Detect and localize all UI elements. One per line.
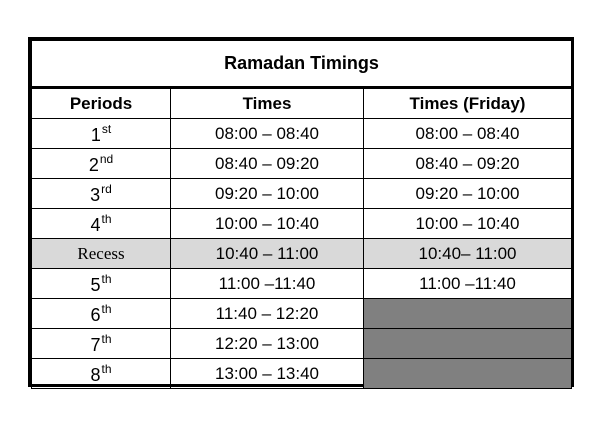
table-row — [32, 299, 572, 329]
blocked-friday-cell — [364, 299, 572, 329]
period-number: 5 — [90, 274, 101, 295]
period-cell — [32, 269, 171, 299]
recess-label-text: Recess — [77, 243, 125, 263]
ramadan-timings-table — [28, 37, 574, 387]
period-number: 1 — [90, 124, 101, 145]
table-row — [32, 269, 572, 299]
period-suffix: th — [101, 361, 112, 376]
period-number: 4 — [90, 214, 101, 235]
recess-row — [32, 239, 572, 269]
times-cell: 11:00 –11:40 — [171, 269, 364, 299]
times-cell: 13:00 – 13:40 — [171, 359, 364, 389]
header-row — [32, 88, 572, 119]
period-suffix: rd — [101, 181, 112, 196]
period-number: 7 — [90, 334, 101, 355]
table-row — [32, 179, 572, 209]
period-suffix: st — [101, 121, 112, 136]
times-cell: 10:40 – 11:00 — [171, 239, 364, 269]
period-suffix: th — [101, 271, 112, 286]
times-cell: 09:20 – 10:00 — [171, 179, 364, 209]
period-suffix: th — [101, 331, 112, 346]
blocked-friday-cell — [364, 359, 572, 389]
timings-table — [31, 40, 572, 389]
friday-times-cell: 11:00 –11:40 — [364, 269, 572, 299]
header-times-friday: Times (Friday) — [364, 88, 572, 119]
times-cell: 08:00 – 08:40 — [171, 119, 364, 149]
friday-times-cell: 09:20 – 10:00 — [364, 179, 572, 209]
table-row — [32, 209, 572, 239]
period-number: 6 — [90, 304, 101, 325]
friday-times-cell: 08:00 – 08:40 — [364, 119, 572, 149]
times-cell: 12:20 – 13:00 — [171, 329, 364, 359]
title-row — [32, 41, 572, 88]
blocked-friday-cell — [364, 329, 572, 359]
friday-times-cell: 08:40 – 09:20 — [364, 149, 572, 179]
friday-times-cell: 10:40– 11:00 — [364, 239, 572, 269]
period-cell — [32, 179, 171, 209]
period-number: 2 — [88, 154, 99, 175]
times-cell: 10:00 – 10:40 — [171, 209, 364, 239]
recess-label — [32, 239, 171, 269]
times-cell: 08:40 – 09:20 — [171, 149, 364, 179]
friday-times-cell: 10:00 – 10:40 — [364, 209, 572, 239]
table-row — [32, 119, 572, 149]
period-number: 3 — [90, 184, 101, 205]
period-suffix: th — [101, 301, 112, 316]
table-title: Ramadan Timings — [32, 41, 572, 88]
header-periods: Periods — [32, 88, 171, 119]
period-cell — [32, 299, 171, 329]
period-cell — [32, 149, 171, 179]
times-cell: 11:40 – 12:20 — [171, 299, 364, 329]
period-cell — [32, 209, 171, 239]
period-suffix: nd — [99, 151, 114, 166]
table-row — [32, 149, 572, 179]
period-cell — [32, 359, 171, 389]
period-cell — [32, 329, 171, 359]
period-number: 8 — [90, 364, 101, 385]
table-row — [32, 329, 572, 359]
period-suffix: th — [101, 211, 112, 226]
header-times: Times — [171, 88, 364, 119]
table-row — [32, 359, 572, 389]
period-cell — [32, 119, 171, 149]
